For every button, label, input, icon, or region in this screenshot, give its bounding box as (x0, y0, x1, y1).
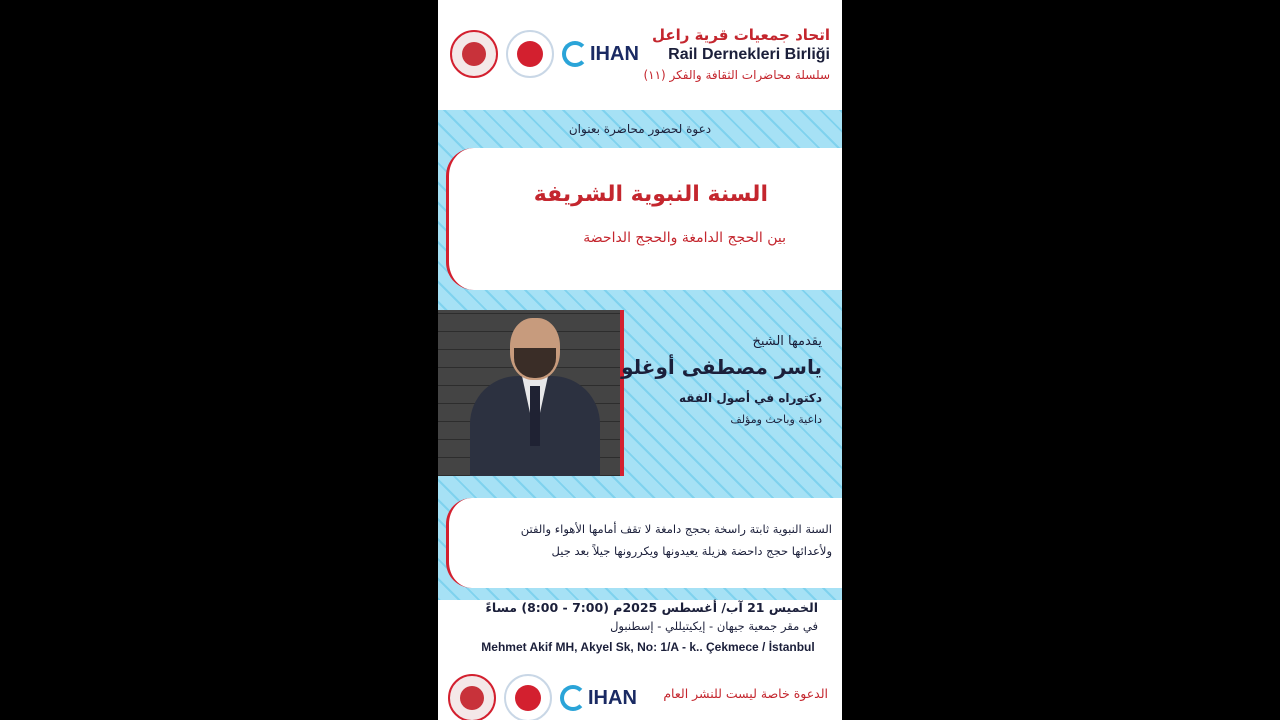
event-venue: في مقر جمعية جيهان - إيكيتيللي - إسطنبول (610, 619, 818, 633)
speaker-photo (438, 310, 624, 476)
lecture-title: السنة النبوية الشريفة (533, 182, 768, 207)
turkish-flag-logo (506, 30, 554, 78)
union-title-tr: Rail Dernekleri Birliği (668, 46, 830, 63)
private-invitation-note: الدعوة خاصة ليست للنشر العام (663, 686, 828, 701)
lecture-series: سلسلة محاضرات الثقافة والفكر (١١) (643, 68, 830, 82)
header-logos (450, 30, 639, 78)
event-details (486, 600, 819, 633)
ihan-logo-text: IHAN (590, 42, 639, 65)
quote-line-2: ولأعدائها حجج داحضة هزيلة يعيدونها ويكررونها جيلاً بعد جيل (551, 544, 832, 558)
event-address: Mehmet Akif MH, Akyel Sk, No: 1/A - k.. Çekmece / İstanbul (481, 640, 815, 654)
quote-card (446, 498, 842, 588)
ihan-circle-icon (562, 41, 588, 67)
speaker-intro: يقدمها الشيخ (752, 334, 822, 349)
speaker-degree: دكتوراه في أصول الفقه (678, 391, 822, 405)
quote-text (462, 518, 832, 562)
speaker-info (621, 334, 822, 426)
rail-association-logo (448, 674, 496, 720)
ihan-circle-icon (560, 685, 586, 711)
header-text (643, 26, 830, 82)
speaker-role: داعية وباحث ومؤلف (730, 413, 822, 426)
ihan-logo (560, 685, 637, 711)
union-title-ar: اتحاد جمعيات قرية راعل (651, 26, 830, 44)
lecture-poster (438, 0, 842, 720)
speaker-name: ياسر مصطفى أوغلو (621, 355, 822, 379)
content-band (438, 110, 842, 654)
ihan-logo (562, 41, 639, 67)
turkish-flag-logo (504, 674, 552, 720)
rail-association-logo (450, 30, 498, 78)
poster-header (438, 0, 842, 110)
event-datetime: الخميس 21 آب/ أغسطس 2025م (7:00 - 8:00) مساءً (485, 600, 818, 615)
lecture-subtitle: بين الحجج الدامغة والحجج الداحضة (583, 230, 786, 246)
ihan-logo-text: IHAN (588, 686, 637, 709)
footer-logos (448, 674, 637, 720)
quote-line-1: السنة النبوية ثابتة راسخة بحجج دامغة لا تقف أمامها الأهواء والفتن (520, 522, 832, 536)
poster-footer (438, 670, 842, 720)
title-card (446, 148, 842, 290)
invitation-text: دعوة لحضور محاضرة بعنوان (568, 122, 712, 136)
